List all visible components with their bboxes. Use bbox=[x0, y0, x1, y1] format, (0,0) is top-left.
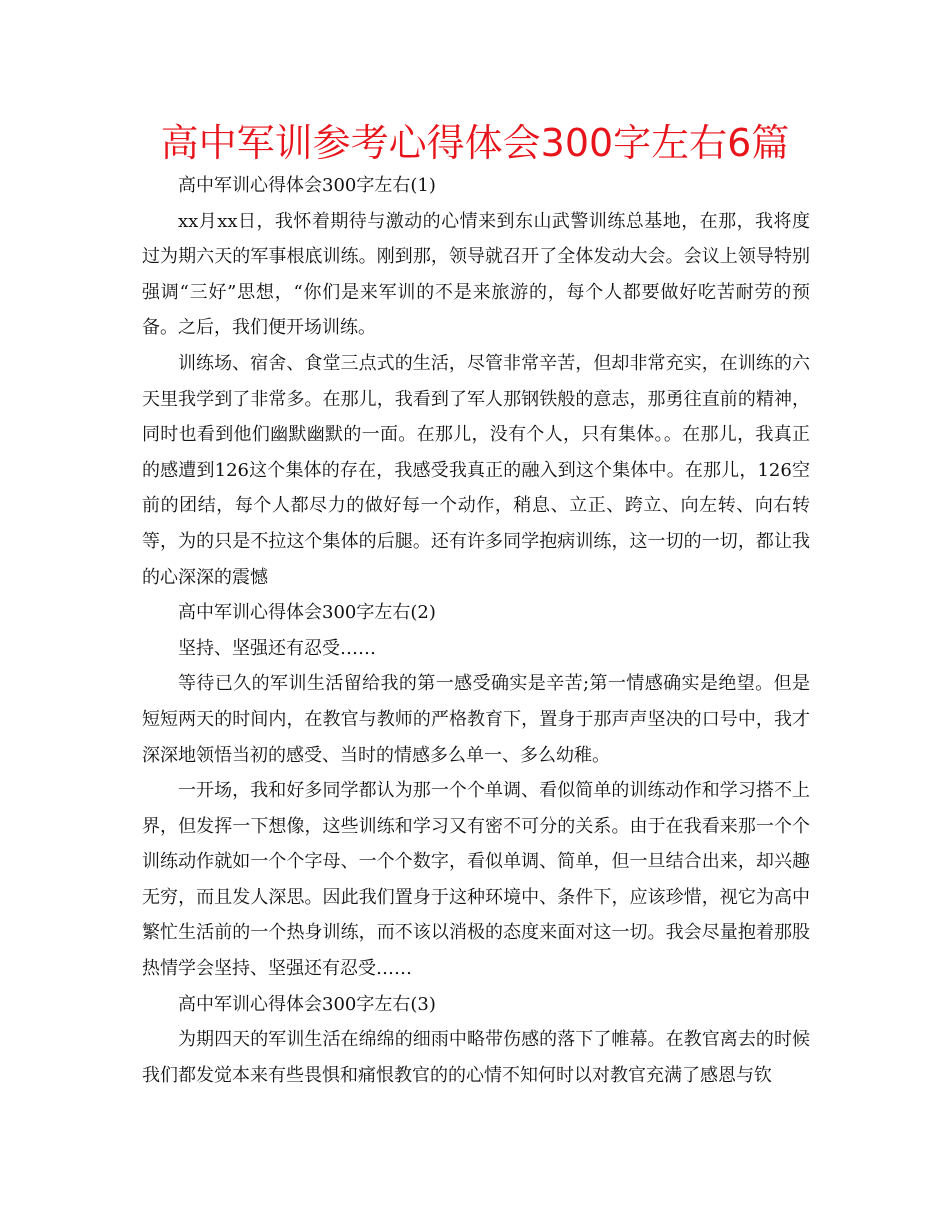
body-paragraph: 等待已久的军训生活留给我的第一感受确实是辛苦;第一情感确实是绝望。但是短短两天的时间内，在教官与教师的严格教育下，置身于那声声坚决的口号中，我才深深地领悟当初的感受、当时的情感多么单一、多么幼稚。 bbox=[142, 673, 810, 766]
body-paragraph: xx月xx日，我怀着期待与激动的心情来到东山武警训练总基地，在那，我将度过为期六天的军事根底训练。刚到那，领导就召开了全体发动大会。会议上领导特别强调“三好”思想，“你们是来军训的不是来旅游的，每个人都要做好吃苦耐劳的预备。之后，我们便开场训练。 bbox=[142, 210, 810, 339]
section-heading: 高中军训心得体会300字左右(2) bbox=[178, 602, 436, 624]
body-paragraph: 坚持、坚强还有忍受…… bbox=[178, 637, 376, 659]
document-body bbox=[142, 168, 810, 1093]
section-heading: 高中军训心得体会300字左右(3) bbox=[178, 993, 436, 1015]
body-paragraph: 一开场，我和好多同学都认为那一个个单调、看似简单的训练动作和学习搭不上界，但发挥一下想像，这些训练和学习又有密不可分的关系。由于在我看来那一个个训练动作就如一个个字母、一个个数字，看似单调、简单，但一旦结合出来，却兴趣无穷，而且发人深思。因此我们置身于这种环境中、条件下，应该珍惜，视它为高中繁忙生活前的一个热身训练，而不该以消极的态度来面对这一切。我会尽量抱着那股热情学会坚持、坚强还有忍受…… bbox=[142, 780, 810, 980]
document-title: 高中军训参考心得体会300字左右6篇 bbox=[160, 121, 790, 165]
body-paragraph: 为期四天的军训生活在绵绵的细雨中略带伤感的落下了帷幕。在教官离去的时候我们都发觉本来有些畏惧和痛恨教官的的心情不知何时以对教官充满了感恩与钦 bbox=[142, 1029, 810, 1086]
body-paragraph: 训练场、宿舍、食堂三点式的生活，尽管非常辛苦，但却非常充实，在训练的六天里我学到了非常多。在那儿，我看到了军人那钢铁般的意志，那勇往直前的精神，同时也看到他们幽默幽默的一面。在那儿，没有个人，只有集体。。在那儿，我真正的感遭到126这个集体的存在，我感受我真正的融入到这个集体中。在那儿，126空前的团结，每个人都尽力的做好每一个动作，稍息、立正、跨立、向左转、向右转等，为的只是不拉这个集体的后腿。还有许多同学抱病训练，这一切的一切，都让我的心深深的震憾 bbox=[142, 352, 810, 588]
section-heading: 高中军训心得体会300字左右(1) bbox=[178, 175, 436, 196]
